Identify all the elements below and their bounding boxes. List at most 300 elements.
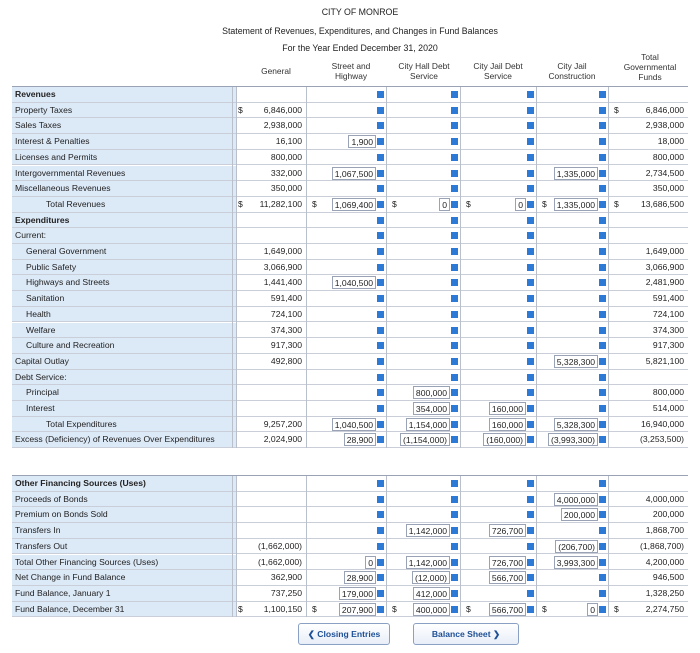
flag-icon <box>527 295 534 302</box>
amount-cell: (1,662,000) <box>258 540 302 551</box>
table-row <box>12 244 688 260</box>
flag-icon <box>451 606 458 613</box>
amount-cell: 4,200,000 <box>645 556 684 567</box>
flag-icon <box>527 232 534 239</box>
flag-icon <box>451 590 458 597</box>
table-row <box>12 150 688 166</box>
row-label: Revenues <box>15 89 56 99</box>
flag-icon <box>451 107 458 114</box>
flag-icon <box>599 374 606 381</box>
flag-icon <box>377 232 384 239</box>
flag-icon <box>451 405 458 412</box>
balance-sheet-button[interactable]: Balance Sheet ❯ <box>413 623 519 645</box>
flag-icon <box>451 543 458 550</box>
flag-icon <box>527 122 534 129</box>
flag-icon <box>377 405 384 412</box>
flag-icon <box>599 170 606 177</box>
flag-icon <box>377 201 384 208</box>
row-label: Transfers In <box>15 525 61 536</box>
row-label: Current: <box>15 230 47 241</box>
column-header-4: City Jail Construction <box>548 61 596 81</box>
amount-cell: 5,821,100 <box>645 355 684 366</box>
flag-icon <box>377 122 384 129</box>
amount-cell: 9,257,200 <box>263 418 302 429</box>
row-label: Fund Balance, January 1 <box>15 587 111 598</box>
flag-icon <box>451 232 458 239</box>
flag-icon <box>377 342 384 349</box>
amount-cell: 4,000,000 <box>645 493 684 504</box>
flag-icon <box>599 342 606 349</box>
amount-cell: 374,300 <box>270 324 302 335</box>
table-row <box>12 586 688 602</box>
amount-cell[interactable]: 28,900 <box>344 571 376 584</box>
amount-cell[interactable]: 354,000 <box>413 402 450 415</box>
table-row <box>12 260 688 276</box>
amount-cell: 332,000 <box>270 167 302 178</box>
flag-icon <box>451 327 458 334</box>
amount-cell[interactable]: (206,700) <box>555 540 598 553</box>
flag-icon <box>527 91 534 98</box>
flag-icon <box>527 342 534 349</box>
flag-icon <box>377 107 384 114</box>
row-label: Total Other Financing Sources (Uses) <box>15 556 159 567</box>
currency-symbol: $ <box>614 104 619 115</box>
amount-cell[interactable]: 0 <box>439 198 450 211</box>
amount-cell: (3,253,500) <box>640 434 684 445</box>
flag-icon <box>599 358 606 365</box>
table-row <box>12 370 688 386</box>
flag-icon <box>527 436 534 443</box>
flag-icon <box>451 511 458 518</box>
table-row <box>12 275 688 291</box>
flag-icon <box>527 264 534 271</box>
amount-cell[interactable]: 1,142,000 <box>406 524 450 537</box>
revenues-expenditures-table <box>12 86 688 448</box>
flag-icon <box>599 91 606 98</box>
flag-icon <box>377 138 384 145</box>
flag-icon <box>599 606 606 613</box>
flag-icon <box>527 606 534 613</box>
table-row <box>12 291 688 307</box>
row-label: General Government <box>26 246 107 256</box>
column-divider <box>306 87 307 448</box>
currency-symbol: $ <box>466 198 471 209</box>
amount-cell[interactable]: 1,142,000 <box>406 556 450 569</box>
flag-icon <box>599 122 606 129</box>
amount-cell[interactable]: 412,000 <box>413 587 450 600</box>
flag-icon <box>599 421 606 428</box>
flag-icon <box>377 295 384 302</box>
row-label: Sales Taxes <box>15 120 62 131</box>
flag-icon <box>527 311 534 318</box>
flag-icon <box>599 527 606 534</box>
amount-cell: 350,000 <box>270 183 302 194</box>
flag-icon <box>377 559 384 566</box>
amount-cell[interactable]: 1,040,500 <box>332 418 376 431</box>
flag-icon <box>451 421 458 428</box>
flag-icon <box>377 574 384 581</box>
amount-cell[interactable]: 1,040,500 <box>332 276 376 289</box>
amount-cell: 2,481,900 <box>645 277 684 288</box>
amount-cell: 800,000 <box>652 387 684 398</box>
row-label: Principal <box>26 387 59 398</box>
flag-icon <box>527 248 534 255</box>
column-divider <box>536 476 537 617</box>
flag-icon <box>527 358 534 365</box>
amount-cell[interactable]: 1,154,000 <box>406 418 450 431</box>
currency-symbol: $ <box>312 603 317 614</box>
flag-icon <box>451 295 458 302</box>
statement-title: Statement of Revenues, Expenditures, and Changes in Fund Balances <box>222 26 498 36</box>
amount-cell[interactable]: 726,700 <box>489 556 526 569</box>
amount-cell: 1,868,700 <box>645 525 684 536</box>
flag-icon <box>377 480 384 487</box>
flag-icon <box>599 590 606 597</box>
currency-symbol: $ <box>312 198 317 209</box>
table-row <box>12 307 688 323</box>
row-label: Health <box>26 308 51 319</box>
table-row <box>12 401 688 417</box>
table-row <box>12 432 688 448</box>
flag-icon <box>377 436 384 443</box>
flag-icon <box>377 358 384 365</box>
flag-icon <box>377 327 384 334</box>
column-divider <box>608 87 609 448</box>
table-row <box>12 539 688 555</box>
amount-cell: 724,100 <box>652 308 684 319</box>
flag-icon <box>527 170 534 177</box>
amount-cell: (1,868,700) <box>640 540 684 551</box>
currency-symbol: $ <box>542 198 547 209</box>
amount-cell[interactable]: (160,000) <box>483 433 526 446</box>
flag-icon <box>599 543 606 550</box>
flag-icon <box>527 279 534 286</box>
flag-icon <box>599 264 606 271</box>
amount-cell: 350,000 <box>652 183 684 194</box>
flag-icon <box>527 511 534 518</box>
flag-icon <box>377 606 384 613</box>
flag-icon <box>527 496 534 503</box>
flag-icon <box>451 374 458 381</box>
amount-cell: 16,100 <box>275 136 302 147</box>
row-label: Welfare <box>26 324 56 335</box>
flag-icon <box>527 559 534 566</box>
row-label: Intergovernmental Revenues <box>15 167 126 178</box>
row-label: Transfers Out <box>15 540 68 551</box>
amount-cell: 13,686,500 <box>640 198 684 209</box>
flag-icon <box>599 480 606 487</box>
flag-icon <box>377 527 384 534</box>
flag-icon <box>527 543 534 550</box>
amount-cell: 492,800 <box>270 355 302 366</box>
table-row <box>12 228 688 244</box>
amount-cell[interactable]: 160,000 <box>489 418 526 431</box>
amount-cell: 11,282,100 <box>259 198 302 209</box>
amount-cell[interactable]: 179,000 <box>339 587 376 600</box>
table-row <box>12 354 688 370</box>
flag-icon <box>527 374 534 381</box>
table-row <box>12 118 688 134</box>
currency-symbol: $ <box>238 198 243 209</box>
flag-icon <box>527 527 534 534</box>
row-label: Interest & Penalties <box>15 136 90 147</box>
amount-cell: 1,328,250 <box>645 587 684 598</box>
flag-icon <box>599 559 606 566</box>
currency-symbol: $ <box>238 603 243 614</box>
flag-icon <box>527 421 534 428</box>
flag-icon <box>451 170 458 177</box>
flag-icon <box>451 480 458 487</box>
column-divider <box>236 476 237 617</box>
closing-entries-button[interactable]: ❮ Closing Entries <box>298 623 390 645</box>
table-row <box>12 476 688 492</box>
amount-cell[interactable]: 566,700 <box>489 603 526 616</box>
other-financing-table <box>12 475 688 617</box>
currency-symbol: $ <box>392 198 397 209</box>
amount-cell[interactable]: 3,993,300 <box>554 556 598 569</box>
row-label: Miscellaneous Revenues <box>15 183 111 194</box>
flag-icon <box>527 217 534 224</box>
amount-cell[interactable]: (1,154,000) <box>400 433 450 446</box>
amount-cell[interactable]: (12,000) <box>412 571 450 584</box>
table-row <box>12 197 688 213</box>
flag-icon <box>451 279 458 286</box>
flag-icon <box>451 248 458 255</box>
flag-icon <box>451 122 458 129</box>
amount-cell[interactable]: 160,000 <box>489 402 526 415</box>
flag-icon <box>377 248 384 255</box>
row-label: Interest <box>26 403 55 413</box>
flag-icon <box>599 511 606 518</box>
amount-cell[interactable]: 1,067,500 <box>332 167 376 180</box>
currency-symbol: $ <box>466 603 471 614</box>
amount-cell: 946,500 <box>652 572 684 583</box>
currency-symbol: $ <box>392 603 397 614</box>
amount-cell: 724,100 <box>270 308 302 319</box>
flag-icon <box>527 590 534 597</box>
amount-cell: 1,100,150 <box>263 603 302 614</box>
amount-cell[interactable]: 28,900 <box>344 433 376 446</box>
column-header-1: Street and Highway <box>331 61 371 81</box>
flag-icon <box>527 185 534 192</box>
column-header-5: Total Governmental Funds <box>623 52 677 82</box>
amount-cell: 2,938,000 <box>263 120 302 131</box>
table-row <box>12 338 688 354</box>
flag-icon <box>451 138 458 145</box>
flag-icon <box>377 496 384 503</box>
flag-icon <box>377 590 384 597</box>
amount-cell: 6,846,000 <box>645 104 684 115</box>
flag-icon <box>527 405 534 412</box>
flag-icon <box>599 138 606 145</box>
column-divider <box>236 87 237 448</box>
amount-cell: 16,940,000 <box>640 418 684 429</box>
amount-cell[interactable]: 0 <box>587 603 598 616</box>
amount-cell[interactable]: 1,900 <box>348 135 376 148</box>
flag-icon <box>377 279 384 286</box>
flag-icon <box>377 421 384 428</box>
flag-icon <box>377 511 384 518</box>
amount-cell: 514,000 <box>652 403 684 413</box>
currency-symbol: $ <box>542 603 547 614</box>
flag-icon <box>599 496 606 503</box>
flag-icon <box>599 574 606 581</box>
currency-symbol: $ <box>238 104 243 115</box>
table-row <box>12 555 688 571</box>
currency-symbol: $ <box>614 603 619 614</box>
flag-icon <box>599 405 606 412</box>
column-header-0: General <box>261 66 291 76</box>
flag-icon <box>451 527 458 534</box>
table-row <box>12 323 688 339</box>
amount-cell[interactable]: 1,335,000 <box>554 167 598 180</box>
row-label: Expenditures <box>15 214 70 225</box>
amount-cell[interactable]: 800,000 <box>413 386 450 399</box>
row-label: Proceeds of Bonds <box>15 493 88 504</box>
amount-cell: 1,649,000 <box>263 246 302 256</box>
flag-icon <box>599 201 606 208</box>
flag-icon <box>451 185 458 192</box>
column-divider <box>386 476 387 617</box>
row-label: Sanitation <box>26 293 65 304</box>
flag-icon <box>599 327 606 334</box>
row-label: Capital Outlay <box>15 355 69 366</box>
amount-cell[interactable]: 5,328,300 <box>554 418 598 431</box>
flag-icon <box>451 311 458 318</box>
amount-cell[interactable]: (3,993,300) <box>548 433 598 446</box>
amount-cell[interactable]: 5,328,300 <box>554 355 598 368</box>
table-row <box>12 523 688 539</box>
amount-cell: 800,000 <box>652 151 684 162</box>
column-divider <box>386 87 387 448</box>
flag-icon <box>527 201 534 208</box>
amount-cell: 591,400 <box>652 293 684 304</box>
column-divider <box>536 87 537 448</box>
amount-cell[interactable]: 400,000 <box>413 603 450 616</box>
flag-icon <box>599 279 606 286</box>
table-row <box>12 166 688 182</box>
flag-icon <box>527 480 534 487</box>
flag-icon <box>527 327 534 334</box>
column-header-3: City Jail Debt Service <box>473 61 523 81</box>
amount-cell: 917,300 <box>652 340 684 351</box>
flag-icon <box>599 217 606 224</box>
column-header-2: City Hall Debt Service <box>398 61 450 81</box>
flag-icon <box>451 436 458 443</box>
amount-cell: 591,400 <box>270 293 302 304</box>
flag-icon <box>377 91 384 98</box>
row-label: Net Change in Fund Balance <box>15 572 126 583</box>
amount-cell[interactable]: 207,900 <box>339 603 376 616</box>
flag-icon <box>451 574 458 581</box>
flag-icon <box>527 107 534 114</box>
flag-icon <box>377 311 384 318</box>
row-label: Other Financing Sources (Uses) <box>15 478 146 488</box>
row-label: Total Expenditures <box>46 418 117 429</box>
flag-icon <box>527 154 534 161</box>
row-label: Premium on Bonds Sold <box>15 509 108 520</box>
flag-icon <box>599 248 606 255</box>
flag-icon <box>377 543 384 550</box>
row-label: Total Revenues <box>46 198 106 209</box>
table-row <box>12 570 688 586</box>
table-row <box>12 213 688 229</box>
table-row <box>12 492 688 508</box>
flag-icon <box>451 201 458 208</box>
amount-cell: 2,274,750 <box>645 603 684 614</box>
flag-icon <box>599 154 606 161</box>
row-label: Public Safety <box>26 261 77 272</box>
table-row <box>12 385 688 401</box>
flag-icon <box>451 264 458 271</box>
table-row <box>12 87 688 103</box>
table-row <box>12 134 688 150</box>
amount-cell[interactable]: 566,700 <box>489 571 526 584</box>
table-row <box>12 602 688 618</box>
row-label: Culture and Recreation <box>26 340 115 351</box>
flag-icon <box>599 436 606 443</box>
amount-cell: 1,441,400 <box>263 277 302 288</box>
amount-cell: 800,000 <box>270 151 302 162</box>
amount-cell[interactable]: 0 <box>515 198 526 211</box>
table-row <box>12 181 688 197</box>
flag-icon <box>451 389 458 396</box>
amount-cell: 6,846,000 <box>263 104 302 115</box>
column-divider <box>306 476 307 617</box>
flag-icon <box>377 264 384 271</box>
amount-cell[interactable]: 4,000,000 <box>554 493 598 506</box>
flag-icon <box>451 154 458 161</box>
flag-icon <box>451 342 458 349</box>
flag-icon <box>527 389 534 396</box>
table-row <box>12 507 688 523</box>
column-divider <box>608 476 609 617</box>
row-label: Debt Service: <box>15 371 67 382</box>
amount-cell: (1,662,000) <box>258 556 302 567</box>
flag-icon <box>599 107 606 114</box>
amount-cell[interactable]: 726,700 <box>489 524 526 537</box>
amount-cell[interactable]: 1,335,000 <box>554 198 598 211</box>
column-divider <box>460 476 461 617</box>
amount-cell[interactable]: 200,000 <box>561 508 598 521</box>
table-row <box>12 417 688 433</box>
flag-icon <box>377 217 384 224</box>
flag-icon <box>451 91 458 98</box>
amount-cell: 374,300 <box>652 324 684 335</box>
flag-icon <box>527 574 534 581</box>
flag-icon <box>377 185 384 192</box>
column-divider <box>460 87 461 448</box>
flag-icon <box>377 154 384 161</box>
amount-cell: 917,300 <box>270 340 302 351</box>
flag-icon <box>599 295 606 302</box>
flag-icon <box>527 138 534 145</box>
currency-symbol: $ <box>614 198 619 209</box>
amount-cell: 200,000 <box>652 509 684 520</box>
flag-icon <box>377 374 384 381</box>
flag-icon <box>451 559 458 566</box>
column-divider <box>232 476 233 617</box>
table-row <box>12 103 688 119</box>
amount-cell[interactable]: 0 <box>365 556 376 569</box>
city-title: CITY OF MONROE <box>321 7 399 17</box>
statement-period: For the Year Ended December 31, 2020 <box>282 43 438 53</box>
amount-cell: 737,250 <box>270 587 302 598</box>
amount-cell[interactable]: 1,069,400 <box>332 198 376 211</box>
flag-icon <box>599 185 606 192</box>
flag-icon <box>451 217 458 224</box>
row-label: Excess (Deficiency) of Revenues Over Expenditures <box>15 434 215 445</box>
